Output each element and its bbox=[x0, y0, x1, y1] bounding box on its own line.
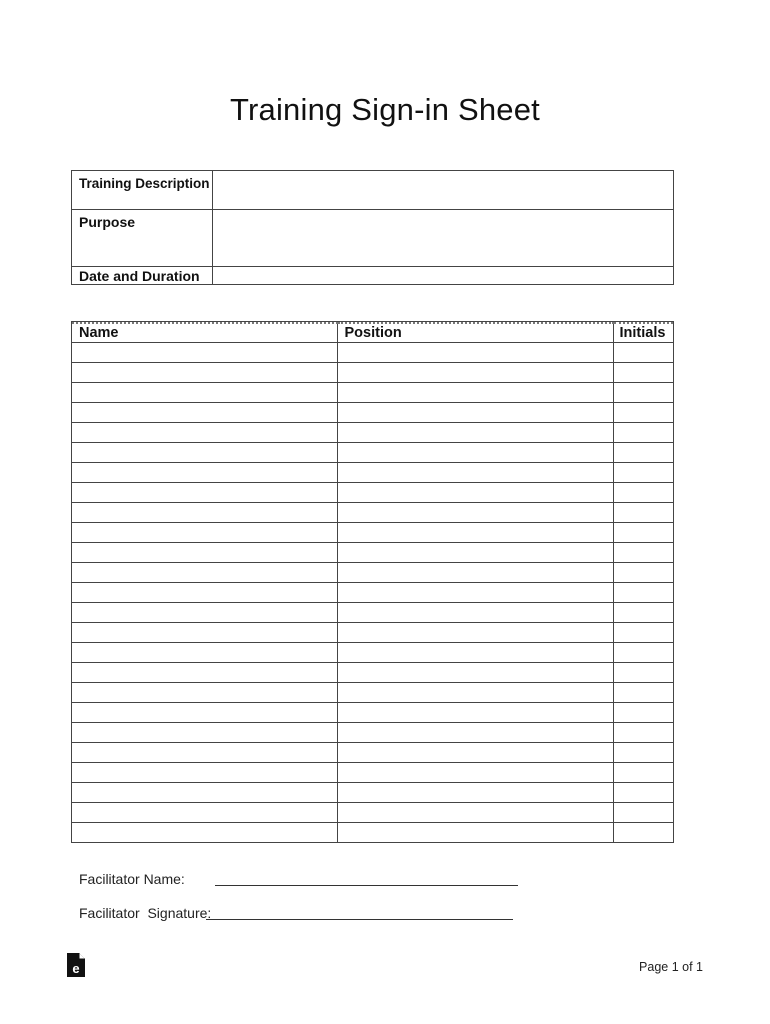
svg-text:e: e bbox=[72, 961, 80, 976]
date-duration-label: Date and Duration bbox=[72, 266, 213, 285]
name-cell[interactable] bbox=[72, 462, 337, 482]
initials-cell[interactable] bbox=[613, 822, 673, 842]
name-cell[interactable] bbox=[72, 742, 337, 762]
initials-cell[interactable] bbox=[613, 642, 673, 662]
signin-row bbox=[72, 802, 673, 822]
position-cell[interactable] bbox=[337, 782, 613, 802]
purpose-label: Purpose bbox=[72, 209, 213, 266]
position-cell[interactable] bbox=[337, 822, 613, 842]
position-cell[interactable] bbox=[337, 722, 613, 742]
purpose-row bbox=[72, 209, 673, 267]
position-cell[interactable] bbox=[337, 482, 613, 502]
training-description-row bbox=[72, 171, 673, 210]
signin-row bbox=[72, 482, 673, 502]
signin-row bbox=[72, 522, 673, 542]
position-cell[interactable] bbox=[337, 702, 613, 722]
initials-cell[interactable] bbox=[613, 502, 673, 522]
signin-row bbox=[72, 342, 673, 362]
name-cell[interactable] bbox=[72, 542, 337, 562]
name-cell[interactable] bbox=[72, 422, 337, 442]
position-cell[interactable] bbox=[337, 522, 613, 542]
signin-row bbox=[72, 762, 673, 782]
name-cell[interactable] bbox=[72, 382, 337, 402]
name-cell[interactable] bbox=[72, 522, 337, 542]
name-column-header: Name bbox=[72, 323, 337, 342]
name-cell[interactable] bbox=[72, 342, 337, 362]
document-title: Training Sign-in Sheet bbox=[230, 92, 540, 127]
training-description-label: Training Description bbox=[72, 171, 213, 209]
signin-row bbox=[72, 382, 673, 402]
initials-cell[interactable] bbox=[613, 722, 673, 742]
signin-table bbox=[71, 321, 674, 843]
signin-table-body bbox=[72, 342, 673, 842]
initials-cell[interactable] bbox=[613, 362, 673, 382]
position-cell[interactable] bbox=[337, 502, 613, 522]
position-cell[interactable] bbox=[337, 402, 613, 422]
facilitator-name-label: Facilitator Name: bbox=[79, 871, 185, 887]
position-cell[interactable] bbox=[337, 642, 613, 662]
signin-row bbox=[72, 562, 673, 582]
training-description-field[interactable] bbox=[214, 171, 673, 209]
facilitator-signature-field[interactable] bbox=[206, 919, 513, 920]
purpose-field[interactable] bbox=[214, 209, 673, 266]
training-info-box bbox=[71, 170, 674, 285]
signin-row bbox=[72, 822, 673, 842]
position-cell[interactable] bbox=[337, 602, 613, 622]
signin-row bbox=[72, 422, 673, 442]
name-cell[interactable] bbox=[72, 822, 337, 842]
initials-cell[interactable] bbox=[613, 442, 673, 462]
position-cell[interactable] bbox=[337, 342, 613, 362]
position-cell[interactable] bbox=[337, 442, 613, 462]
name-cell[interactable] bbox=[72, 802, 337, 822]
initials-cell[interactable] bbox=[613, 562, 673, 582]
name-cell[interactable] bbox=[72, 582, 337, 602]
position-cell[interactable] bbox=[337, 802, 613, 822]
eforms-document-icon bbox=[67, 953, 85, 977]
initials-cell[interactable] bbox=[613, 482, 673, 502]
date-duration-field[interactable] bbox=[214, 266, 673, 285]
position-cell[interactable] bbox=[337, 582, 613, 602]
date-duration-row bbox=[72, 266, 673, 285]
position-cell[interactable] bbox=[337, 462, 613, 482]
name-cell[interactable] bbox=[72, 682, 337, 702]
initials-cell[interactable] bbox=[613, 742, 673, 762]
position-cell[interactable] bbox=[337, 382, 613, 402]
initials-cell[interactable] bbox=[613, 602, 673, 622]
name-cell[interactable] bbox=[72, 502, 337, 522]
initials-cell[interactable] bbox=[613, 382, 673, 402]
position-cell[interactable] bbox=[337, 362, 613, 382]
page-number: Page 1 of 1 bbox=[639, 960, 703, 974]
name-cell[interactable] bbox=[72, 602, 337, 622]
name-cell[interactable] bbox=[72, 722, 337, 742]
signin-row bbox=[72, 442, 673, 462]
initials-cell[interactable] bbox=[613, 542, 673, 562]
signin-row bbox=[72, 642, 673, 662]
position-cell[interactable] bbox=[337, 682, 613, 702]
position-cell[interactable] bbox=[337, 542, 613, 562]
initials-cell[interactable] bbox=[613, 682, 673, 702]
signin-row bbox=[72, 542, 673, 562]
initials-cell[interactable] bbox=[613, 522, 673, 542]
name-cell[interactable] bbox=[72, 662, 337, 682]
signin-row bbox=[72, 662, 673, 682]
position-cell[interactable] bbox=[337, 662, 613, 682]
signin-row bbox=[72, 682, 673, 702]
signin-row bbox=[72, 362, 673, 382]
initials-cell[interactable] bbox=[613, 702, 673, 722]
name-cell[interactable] bbox=[72, 442, 337, 462]
signin-row bbox=[72, 742, 673, 762]
facilitator-signature-label: Facilitator Signature: bbox=[79, 905, 212, 921]
position-cell[interactable] bbox=[337, 422, 613, 442]
initials-cell[interactable] bbox=[613, 402, 673, 422]
name-cell[interactable] bbox=[72, 702, 337, 722]
signin-row bbox=[72, 782, 673, 802]
name-cell[interactable] bbox=[72, 402, 337, 422]
signin-row bbox=[72, 722, 673, 742]
initials-cell[interactable] bbox=[613, 782, 673, 802]
name-cell[interactable] bbox=[72, 762, 337, 782]
signin-row bbox=[72, 622, 673, 642]
position-cell[interactable] bbox=[337, 762, 613, 782]
name-cell[interactable] bbox=[72, 782, 337, 802]
name-cell[interactable] bbox=[72, 482, 337, 502]
position-cell[interactable] bbox=[337, 562, 613, 582]
initials-cell[interactable] bbox=[613, 802, 673, 822]
position-column-header: Position bbox=[337, 323, 613, 342]
facilitator-name-field[interactable] bbox=[215, 885, 518, 886]
position-cell[interactable] bbox=[337, 622, 613, 642]
name-cell[interactable] bbox=[72, 362, 337, 382]
signin-row bbox=[72, 402, 673, 422]
signin-header-row bbox=[72, 323, 673, 342]
initials-cell[interactable] bbox=[613, 762, 673, 782]
signin-row bbox=[72, 502, 673, 522]
initials-cell[interactable] bbox=[613, 582, 673, 602]
position-cell[interactable] bbox=[337, 742, 613, 762]
initials-cell[interactable] bbox=[613, 622, 673, 642]
signin-row bbox=[72, 702, 673, 722]
signin-row bbox=[72, 462, 673, 482]
signin-row bbox=[72, 582, 673, 602]
initials-column-header: Initials bbox=[613, 323, 673, 342]
initials-cell[interactable] bbox=[613, 342, 673, 362]
initials-cell[interactable] bbox=[613, 422, 673, 442]
initials-cell[interactable] bbox=[613, 662, 673, 682]
name-cell[interactable] bbox=[72, 642, 337, 662]
signin-row bbox=[72, 602, 673, 622]
initials-cell[interactable] bbox=[613, 462, 673, 482]
name-cell[interactable] bbox=[72, 562, 337, 582]
name-cell[interactable] bbox=[72, 622, 337, 642]
